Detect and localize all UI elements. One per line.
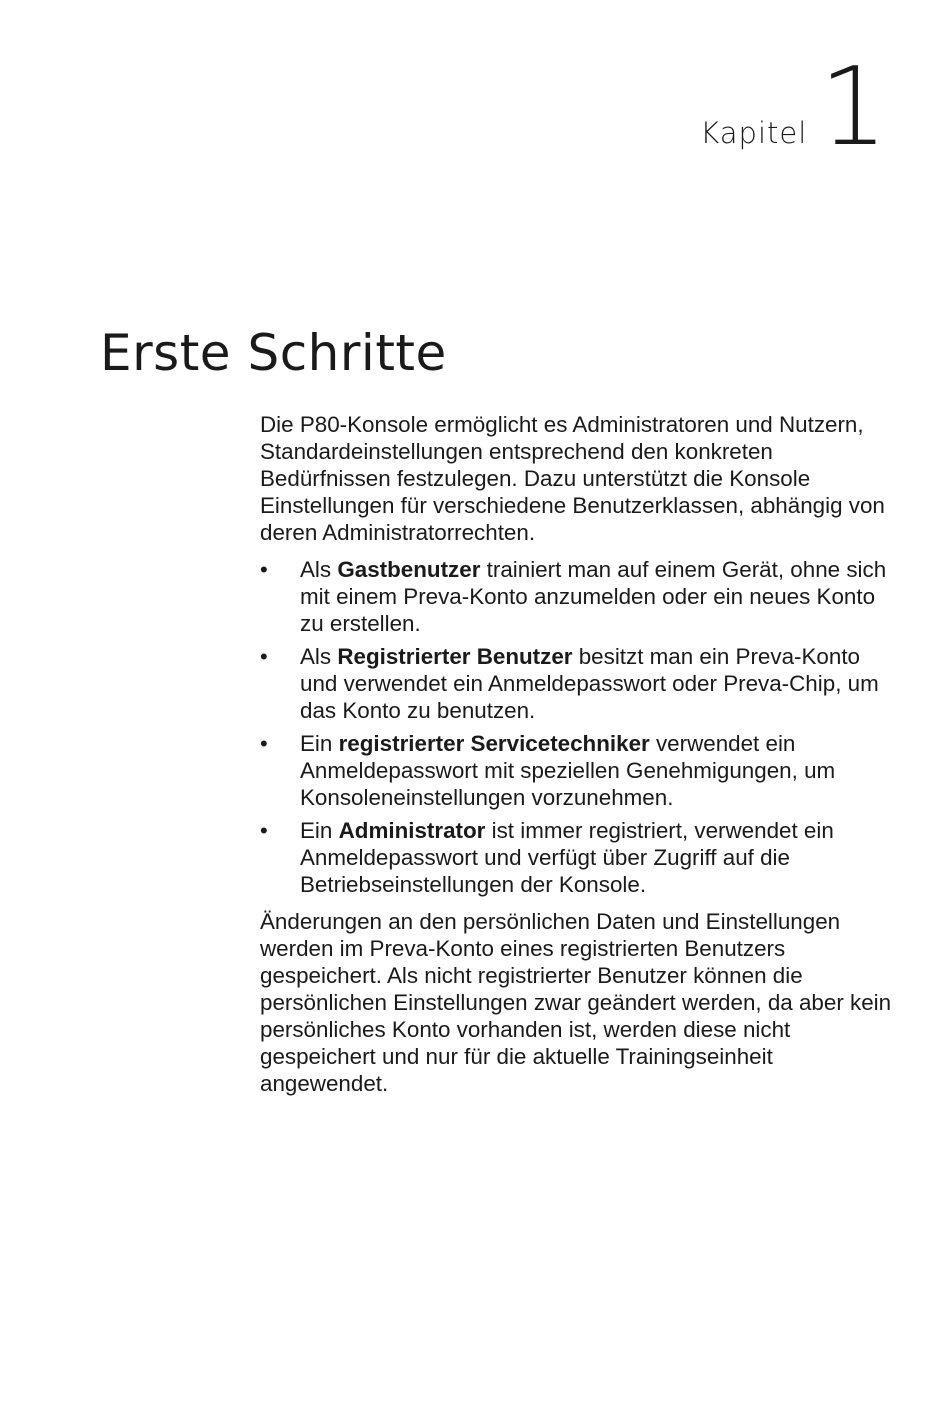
list-item-lead: Ein [300, 818, 339, 843]
list-item [260, 643, 900, 724]
chapter-label: Kapitel [700, 115, 808, 150]
user-class-list [260, 556, 900, 898]
list-item-text: verwendet ein Anmeldepasswort mit speziellen Genehmigungen, um Konsoleneinstellungen vorzunehmen. [300, 731, 836, 810]
list-item-text: trainiert man auf einem Gerät, ohne sich mit einem Preva-Konto anzumelden oder ein neues Konto zu erstellen. [300, 557, 887, 636]
body-text [260, 411, 900, 1097]
list-item-term: registrierter Servicetechniker [338, 731, 650, 756]
closing-paragraph: Änderungen an den persönlichen Daten und Einstellungen werden im Preva-Konto eines registrierten Benutzers gespeichert. Als nicht registrierter Benutzer können die persönlichen Einstellungen zwar geändert werden, da aber kein persönliches Konto vorhanden ist, werden diese nicht gespeichert und nur für die aktuelle Trainingseinheit angewendet. [260, 909, 892, 1096]
list-item-lead: Ein [300, 731, 339, 756]
intro-paragraph: Die P80-Konsole ermöglicht es Administratoren und Nutzern, Standardeinstellungen entsprechend den konkreten Bedürfnissen festzulegen. Dazu unterstützt die Konsole Einstellungen für verschiedene Benutzerklassen, abhängig von deren Administratorrechten. [260, 412, 885, 545]
bullet-icon: • [260, 557, 268, 582]
list-item-term: Administrator [338, 818, 486, 843]
bullet-icon: • [260, 644, 268, 669]
list-item-lead: Als [300, 557, 338, 582]
list-item-term: Gastbenutzer [337, 557, 481, 582]
list-item [260, 817, 900, 898]
chapter-heading [700, 45, 888, 170]
list-item-lead: Als [300, 644, 338, 669]
page-title: Erste Schritte [100, 324, 447, 382]
bullet-icon: • [260, 818, 268, 843]
list-item-text: ist immer registriert, verwendet ein Anmeldepasswort und verfügt über Zugriff auf die Betriebseinstellungen der Konsole. [300, 818, 834, 897]
chapter-number: 1 [819, 45, 888, 170]
list-item-term: Registrierter Benutzer [337, 644, 573, 669]
bullet-icon: • [260, 731, 268, 756]
list-item-text: besitzt man ein Preva-Konto und verwendet ein Anmeldepasswort oder Preva-Chip, um das Konto zu benutzen. [300, 644, 879, 723]
list-item [260, 730, 900, 811]
list-item [260, 556, 900, 637]
